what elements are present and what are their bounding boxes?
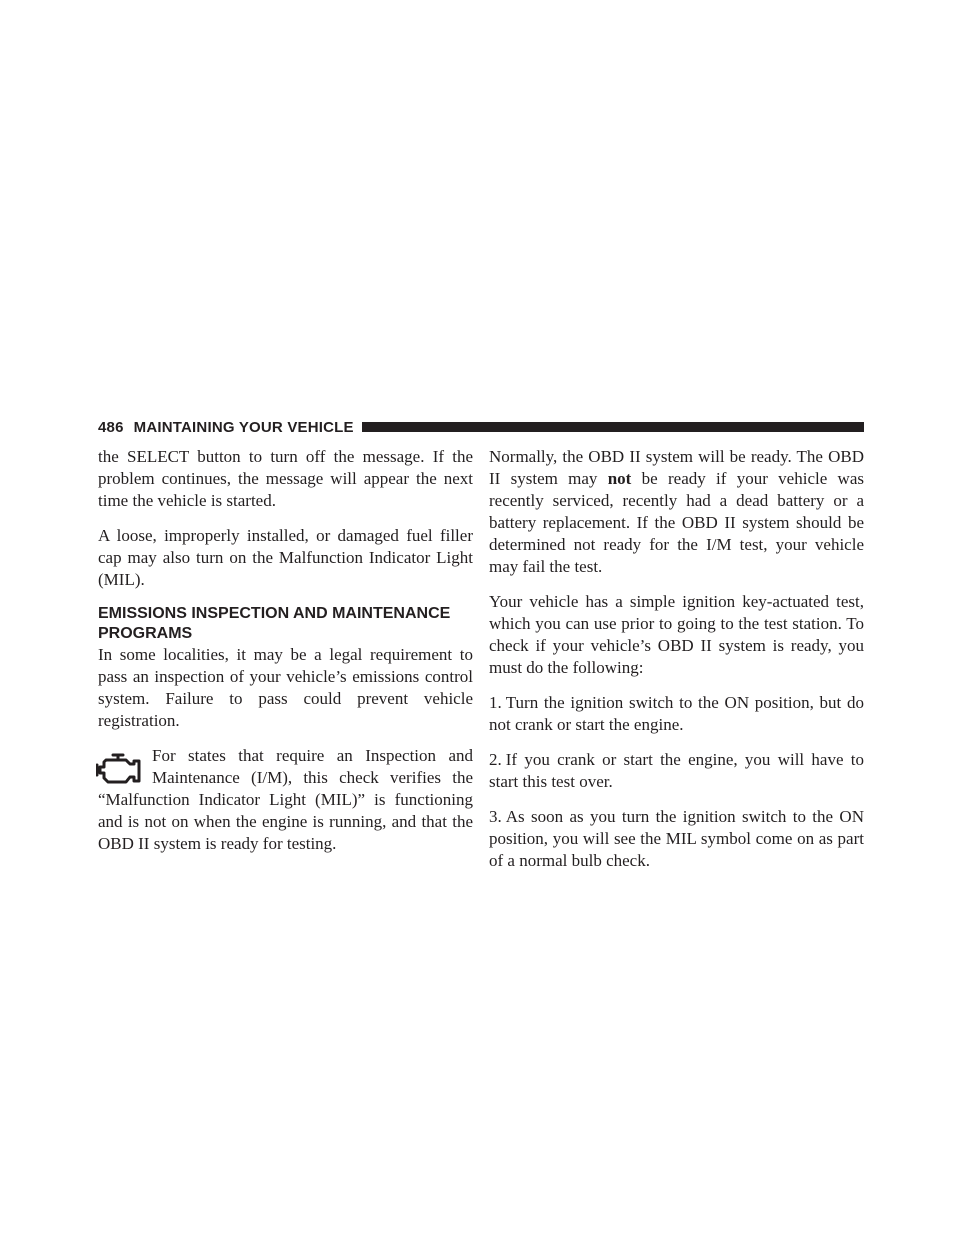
step-text: As soon as you turn the ignition switch to the ON position, you will see the MIL symbol come on as part of a normal bulb check. (489, 807, 864, 870)
paragraph-obd-ready (489, 446, 864, 578)
right-column (489, 446, 864, 885)
step-number: 2. (489, 750, 502, 769)
header-rule (362, 422, 864, 432)
check-engine-icon (96, 751, 142, 787)
list-item (489, 749, 864, 793)
step-text: Turn the ignition switch to the ON position, but do not crank or start the engine. (489, 693, 864, 734)
section-title: MAINTAINING YOUR VEHICLE (133, 418, 354, 436)
obd-text-b: be ready if your vehicle was recently serviced, recently had a dead battery or a battery replacement. If the OBD II system should be determined not ready for the I/M test, your vehicle may fail the test. (489, 469, 864, 576)
section-heading: EMISSIONS INSPECTION AND MAINTENANCE PROGRAMS (98, 605, 451, 642)
paragraph-legal-requirement: In some localities, it may be a legal requirement to pass an inspection of your vehicle’s emissions control system. Failure to pass could prevent vehicle registration. (98, 645, 473, 730)
obd-text-bold: not (607, 469, 632, 488)
paragraph-key-test: Your vehicle has a simple ignition key-actuated test, which you can use prior to going to the test station. To check if your vehicle’s OBD II system is ready, you must do the following: (489, 592, 864, 677)
paragraph-inspection-check: For states that require an Inspection and Maintenance (I/M), this check verifies the “Malfunction Indicator Light (MIL)” is functioning and is not on when the engine is running, and that the OBD II system is ready for testing. (98, 746, 473, 853)
list-item (489, 806, 864, 872)
paragraph-fuel-cap: A loose, improperly installed, or damaged fuel filler cap may also turn on the Malfunction Indicator Light (MIL). (98, 526, 473, 589)
paragraph-select-button: the SELECT button to turn off the message. If the problem continues, the message will appear the next time the vehicle is started. (98, 447, 473, 510)
page-header (98, 416, 864, 438)
obd-text-a: Normally, the OBD II system will be ready. The OBD II system may (489, 447, 864, 488)
step-number: 3. (489, 807, 502, 826)
step-text: If you crank or start the engine, you will have to start this test over. (489, 750, 864, 791)
step-number: 1. (489, 693, 502, 712)
page-number: 486 (98, 418, 124, 436)
list-item (489, 692, 864, 736)
left-column (98, 446, 473, 868)
mil-icon-paragraph (98, 745, 473, 855)
